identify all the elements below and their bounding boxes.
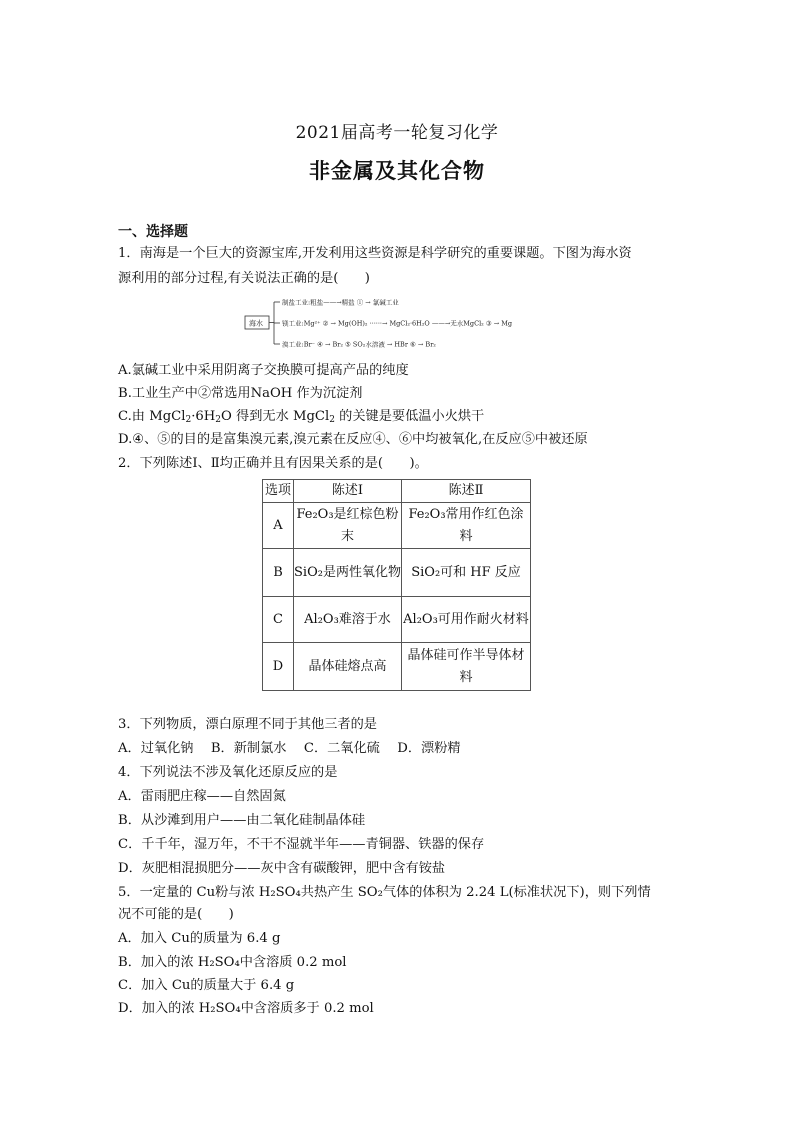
table-cell: D <box>263 643 294 691</box>
q1-option-c: C.由 $MgCl_2\cdot 6H_2O$ 得到无水 MgCl$_2$ 的关键是要低温小火烘干 <box>118 409 485 425</box>
q4-option-c: C．千千年，湿万年，不干不湿就半年——青铜器、铁器的保存 <box>118 837 485 852</box>
table-cell: 晶体硅熔点高 <box>294 643 402 691</box>
q5-option-d: D．加入的浓 H₂SO₄中含溶质多于 0.2 mol <box>118 1001 374 1016</box>
table-cell: A <box>263 503 294 549</box>
seawater-process-diagram <box>244 296 554 354</box>
table-header: 陈述Ⅰ <box>294 480 402 503</box>
q5-option-c: C．加入 Cu的质量大于 6.4 g <box>118 978 295 993</box>
diagram-source-label: 海水 <box>249 319 263 328</box>
diagram-row-bromine: 溴工业:Br⁻ ④ → Br₂ ⑤ SO₂水溶液 → HBr ⑥ → Br₂ <box>282 340 436 349</box>
q2-options-table <box>262 479 531 691</box>
q4-option-d: D．灰肥相混损肥分——灰中含有碳酸钾，肥中含有铵盐 <box>118 861 446 876</box>
table-cell: SiO₂是两性氧化物 <box>294 549 402 597</box>
q4-option-a: A．雷雨肥庄稼——自然固氮 <box>118 789 286 804</box>
table-row <box>263 643 531 691</box>
table-cell: Al₂O₃难溶于水 <box>294 597 402 643</box>
q4-option-b: B．从沙滩到用户——由二氧化硅制晶体硅 <box>118 813 366 828</box>
document-title: 2021届高考一轮复习化学 <box>295 123 499 143</box>
q1-option-b: B.工业生产中②常选用NaOH 作为沉淀剂 <box>118 386 363 401</box>
table-cell: 晶体硅可作半导体材料 <box>402 643 531 691</box>
section-heading: 一、选择题 <box>118 224 188 240</box>
diagram-row-magnesium: 镁工业:Mg²⁺ ② → Mg(OH)₂ ······→ MgCl₂·6H₂O ——→无水MgCl₂ ③ → Mg <box>282 319 513 328</box>
table-header-row <box>263 480 531 503</box>
q5-stem-line1: 5．一定量的 Cu粉与浓 H₂SO₄共热产生 SO₂气体的体积为 2.24 L(标准状况下)，则下列情 <box>118 885 651 900</box>
document-subtitle: 非金属及其化合物 <box>309 158 485 183</box>
table-row <box>263 503 531 549</box>
table-row <box>263 549 531 597</box>
q4-stem: 4．下列说法不涉及氧化还原反应的是 <box>118 765 338 780</box>
q1-option-d: D.④、⑤的目的是富集溴元素,溴元素在反应④、⑥中均被氧化,在反应⑤中被还原 <box>118 432 588 447</box>
q1-stem-line2: 源利用的部分过程,有关说法正确的是( ) <box>118 271 370 286</box>
q2-stem: 2．下列陈述Ⅰ、Ⅱ均正确并且有因果关系的是( )。 <box>118 456 428 471</box>
table-cell: Fe₂O₃常用作红色涂料 <box>402 503 531 549</box>
q5-stem-line2: 况不可能的是( ) <box>118 907 234 922</box>
q3-options: A．过氧化钠 B．新制氯水 C．二氧化硫 D．漂粉精 <box>118 741 461 756</box>
q1-stem-line1: 1．南海是一个巨大的资源宝库,开发利用这些资源是科学研究的重要课题。下图为海水资 <box>118 246 632 261</box>
table-cell: B <box>263 549 294 597</box>
table-cell: Fe₂O₃是红棕色粉末 <box>294 503 402 549</box>
q5-option-a: A．加入 Cu的质量为 6.4 g <box>118 931 281 946</box>
q5-option-b: B．加入的浓 H₂SO₄中含溶质 0.2 mol <box>118 955 347 970</box>
table-cell: Al₂O₃可用作耐火材料 <box>402 597 531 643</box>
table-cell: C <box>263 597 294 643</box>
q3-stem: 3．下列物质，漂白原理不同于其他三者的是 <box>118 717 377 732</box>
table-row <box>263 597 531 643</box>
q1-option-a: A.氯碱工业中采用阴离子交换膜可提高产品的纯度 <box>118 363 409 378</box>
table-header: 选项 <box>263 480 294 503</box>
diagram-row-salt: 制盐工业:粗盐——→精盐 ① → 氯碱工业 <box>282 298 399 307</box>
table-cell: SiO₂可和 HF 反应 <box>402 549 531 597</box>
table-header: 陈述Ⅱ <box>402 480 531 503</box>
